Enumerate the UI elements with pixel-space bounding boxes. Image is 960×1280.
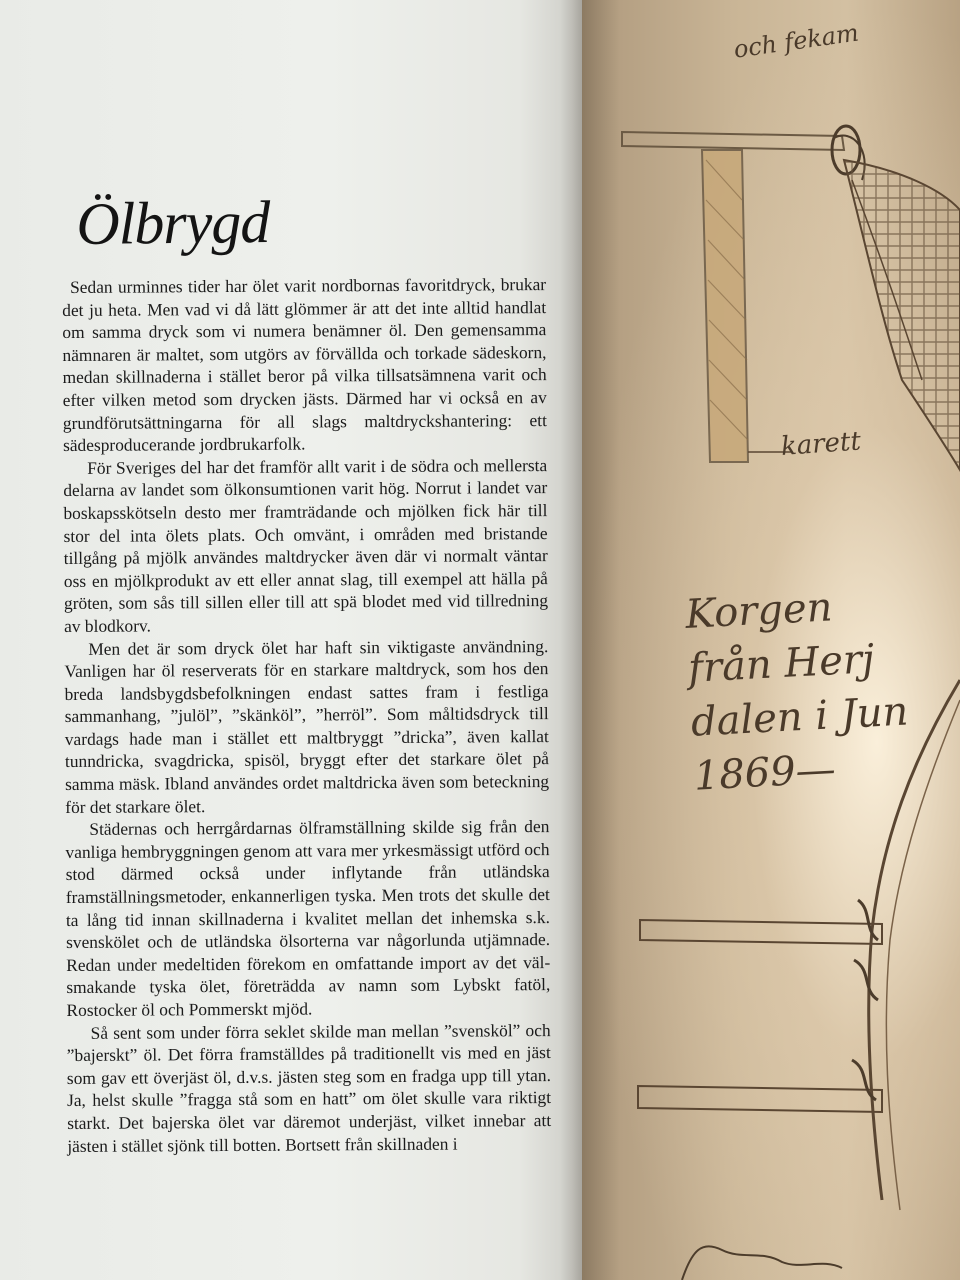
page-title: Ölbrygd [76, 188, 270, 257]
caption-line: från Herj [687, 636, 876, 692]
paragraph: Men det är som dryck ölet har haft sin viktigaste användning. Vanligen har öl reserverats för en starkare maltdryck, som hos den breda landsbygdsbefolkningen endast sattes fram i festliga sammanhang, ”julöl”, ”skänköl”, ”herröl”. Som måltidsdryck till vardags hade man i stället ett maltbryggt ”dricka”, även kallat tunndricka, svagdricka, spisöl, bryggt efter det starkare ölet på samma mäsk. Ibland användes ordet maltdricka även som beteckning för det starkare ölet. [64, 635, 550, 817]
paragraph: Städernas och herrgårdarnas ölframställning skilde sig från den vanliga hembryggningen genom att vara mer yrkesmässigt utförd och stod därmed också under inflytande från utländska framställningsmetoder, enkannerligen tyska. Men trots det skulle det ta lång tid innan skillnaderna i kvalitet mellan det inhemska s.k. svenskölet och de utländska ölsorterna var någorlunda utjämnade. Redan under medeltiden förekom en omfattande import av det välsmakande tyska ölet, företrädda av namn som Lybskt fatöl, Rostocker öl och Pommerskt mjöd. [65, 816, 551, 1020]
body-text [62, 273, 551, 1157]
illustration-page [582, 0, 960, 1280]
paragraph: Sedan urminnes tider har ölet varit nordbornas favoritdryck, brukar det ju heta. Men vad vi då lätt glömmer är att det inte alltid handlat om samma dryck som vi numera benämner öl. Den gemensamma nämnaren är maltet, som utgörs av förvällda och torkade sädeskorn, medan skillnaderna i stället beror på vilka tillsatsämnena varit och efter vilken metod som drycken jästs. Därmed har vi också en av grundförutsättningarna för all slags maltdryckshantering: ett sädesproducerande jordbrukarfolk. [62, 274, 547, 456]
caption-line: dalen i Jun [689, 688, 910, 746]
handwritten-top-note: och fekam [732, 18, 861, 64]
caption-line: Korgen [684, 584, 834, 638]
paragraph: För Sveriges del har det framför allt varit i de södra och mellersta delarna av landet som ölkonsumtionen varit hög. Norrut i landet var boskapsskötseln desto mer framträdande och mjölken fick här till stor del inta ölets plats. Och omvänt, i områden med bristande tillgång på mjölk användes maltdrycker även där vi normalt väntar oss en mjölkprodukt av ett eller annat slag, till exempel att hälla på gröten, som sås till sillen eller till att spä blodet med vid tillredning av blodkorv. [63, 454, 549, 636]
caption-line: 1869— [692, 746, 837, 800]
handwritten-caption [684, 577, 912, 804]
paragraph: Så sent som under förra seklet skilde man mellan ”svensköl” och ”bajerskt” öl. Det förra framställdes på traditionellt vis med en jäst som gav ett överjäst öl, d.v.s. jästen steg som en fradga upp till ytan. Ja, helst skulle ”fragga stå som en hatt” om ölet skulle vara riktigt starkt. Det bajerska ölet var däremot underjäst, vilket innebar att jästen i stället sjönk till botten. Bortsett från skillnaden i [66, 1019, 552, 1156]
handwritten-label: karett [780, 426, 862, 462]
